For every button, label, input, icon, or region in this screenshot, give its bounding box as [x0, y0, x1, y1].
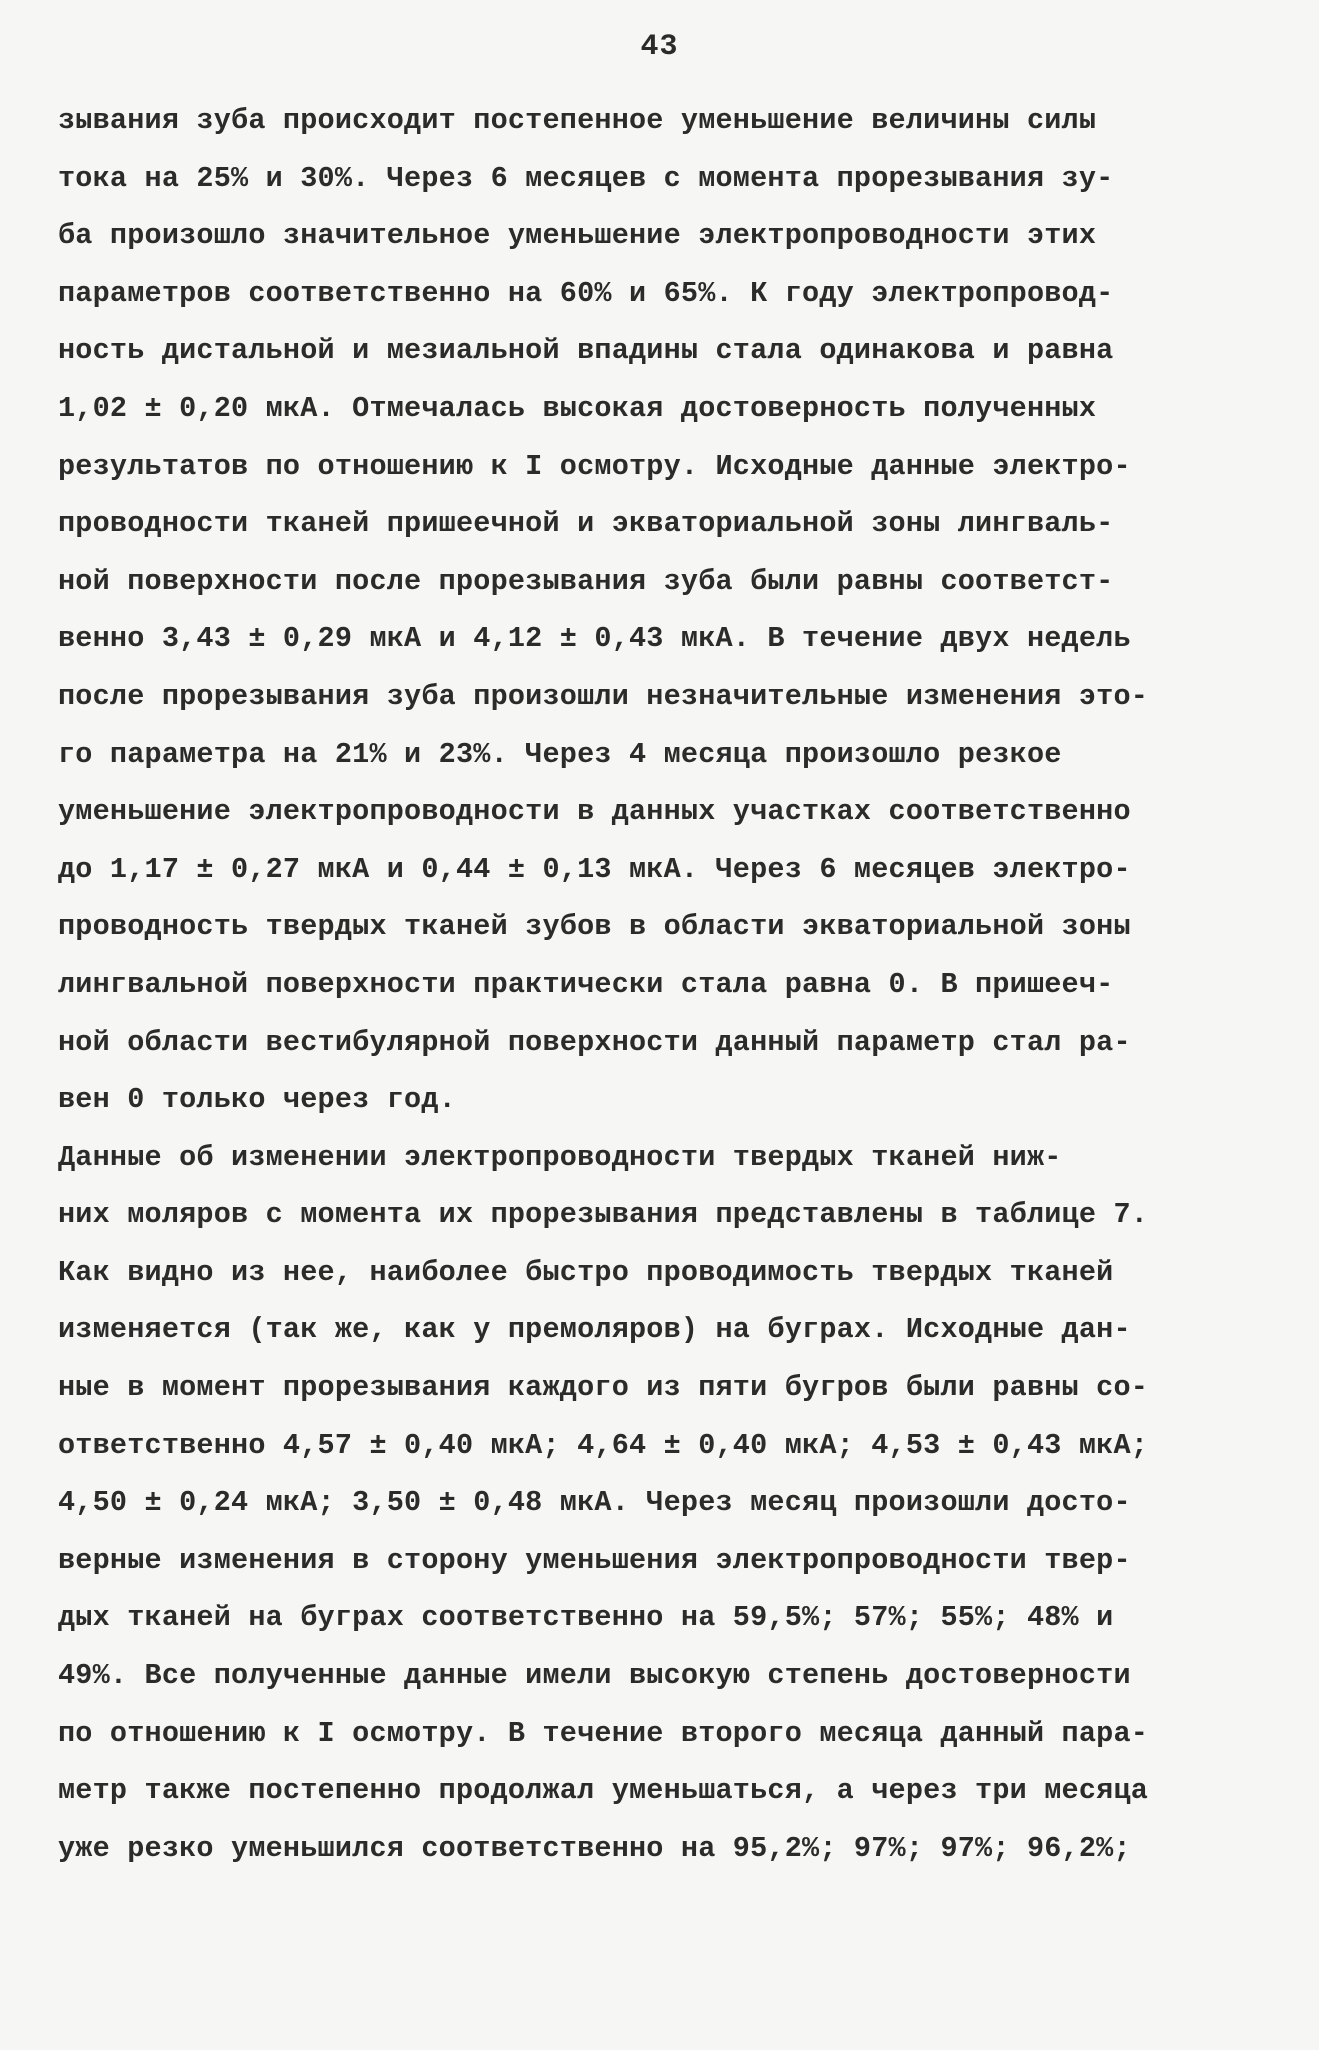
- text-line: 49%. Все полученные данные имели высокую степень достоверности: [58, 1659, 1131, 1693]
- text-line: дых тканей на буграх соответственно на 59,5%; 57%; 55%; 48% и: [58, 1601, 1114, 1635]
- text-line: 1,02 ± 0,20 мкА. Отмечалась высокая достоверность полученных: [58, 391, 1097, 425]
- text-line: после прорезывания зуба произошли незначительные изменения это-: [58, 679, 1149, 713]
- text-line: зывания зуба происходит постепенное уменьшение величины силы: [58, 104, 1097, 137]
- text-line: го параметра на 21% и 23%. Через 4 месяца произошло резкое: [58, 737, 1062, 771]
- text-line: лингвальной поверхности практически стала равна 0. В пришееч-: [58, 967, 1114, 1001]
- body-text: [58, 92, 1248, 1877]
- text-line: уже резко уменьшился соответственно на 95,2%; 97%; 97%; 96,2%;: [58, 1831, 1131, 1865]
- text-line: Как видно из нее, наиболее быстро проводимость твердых тканей: [58, 1255, 1114, 1289]
- text-line: верные изменения в сторону уменьшения электропроводности твер-: [58, 1543, 1131, 1577]
- text-line: них моляров с момента их прорезывания представлены в таблице 7.: [58, 1198, 1149, 1232]
- text-line: параметров соответственно на 60% и 65%. К году электропровод-: [58, 276, 1114, 310]
- text-line: ответственно 4,57 ± 0,40 мкА; 4,64 ± 0,40 мкА; 4,53 ± 0,43 мкА;: [58, 1428, 1149, 1462]
- text-line: ность дистальной и мезиальной впадины стала одинакова и равна: [58, 334, 1114, 368]
- text-line: проводность твердых тканей зубов в области экваториальной зоны: [58, 910, 1131, 944]
- text-line: результатов по отношению к I осмотру. Исходные данные электро-: [58, 449, 1131, 483]
- page-number: 43: [640, 30, 679, 64]
- text-line: по отношению к I осмотру. В течение второго месяца данный пара-: [58, 1716, 1149, 1750]
- text-line: изменяется (так же, как у премоляров) на буграх. Исходные дан-: [58, 1313, 1131, 1347]
- text-line: ной поверхности после прорезывания зуба были равны соответст-: [58, 564, 1114, 598]
- text-line: венно 3,43 ± 0,29 мкА и 4,12 ± 0,43 мкА. В течение двух недель: [58, 622, 1131, 656]
- text-line: до 1,17 ± 0,27 мкА и 0,44 ± 0,13 мкА. Через 6 месяцев электро-: [58, 852, 1131, 886]
- text-line: Данные об изменении электропроводности твердых тканей ниж-: [58, 1140, 1062, 1174]
- text-line: метр также постепенно продолжал уменьшаться, а через три месяца: [58, 1774, 1149, 1808]
- text-line: 4,50 ± 0,24 мкА; 3,50 ± 0,48 мкА. Через месяц произошли досто-: [58, 1486, 1131, 1520]
- text-line: ба произошло значительное уменьшение электропроводности этих: [58, 219, 1097, 253]
- text-line: вен 0 только через год.: [58, 1083, 456, 1117]
- text-line: тока на 25% и 30%. Через 6 месяцев с момента прорезывания зу-: [58, 161, 1114, 195]
- text-line: ной области вестибулярной поверхности данный параметр стал ра-: [58, 1025, 1131, 1059]
- text-line: проводности тканей пришеечной и экваториальной зоны лингваль-: [58, 507, 1114, 541]
- text-line: ные в момент прорезывания каждого из пяти бугров были равны со-: [58, 1371, 1149, 1405]
- text-line: уменьшение электропроводности в данных участках соответственно: [58, 795, 1131, 829]
